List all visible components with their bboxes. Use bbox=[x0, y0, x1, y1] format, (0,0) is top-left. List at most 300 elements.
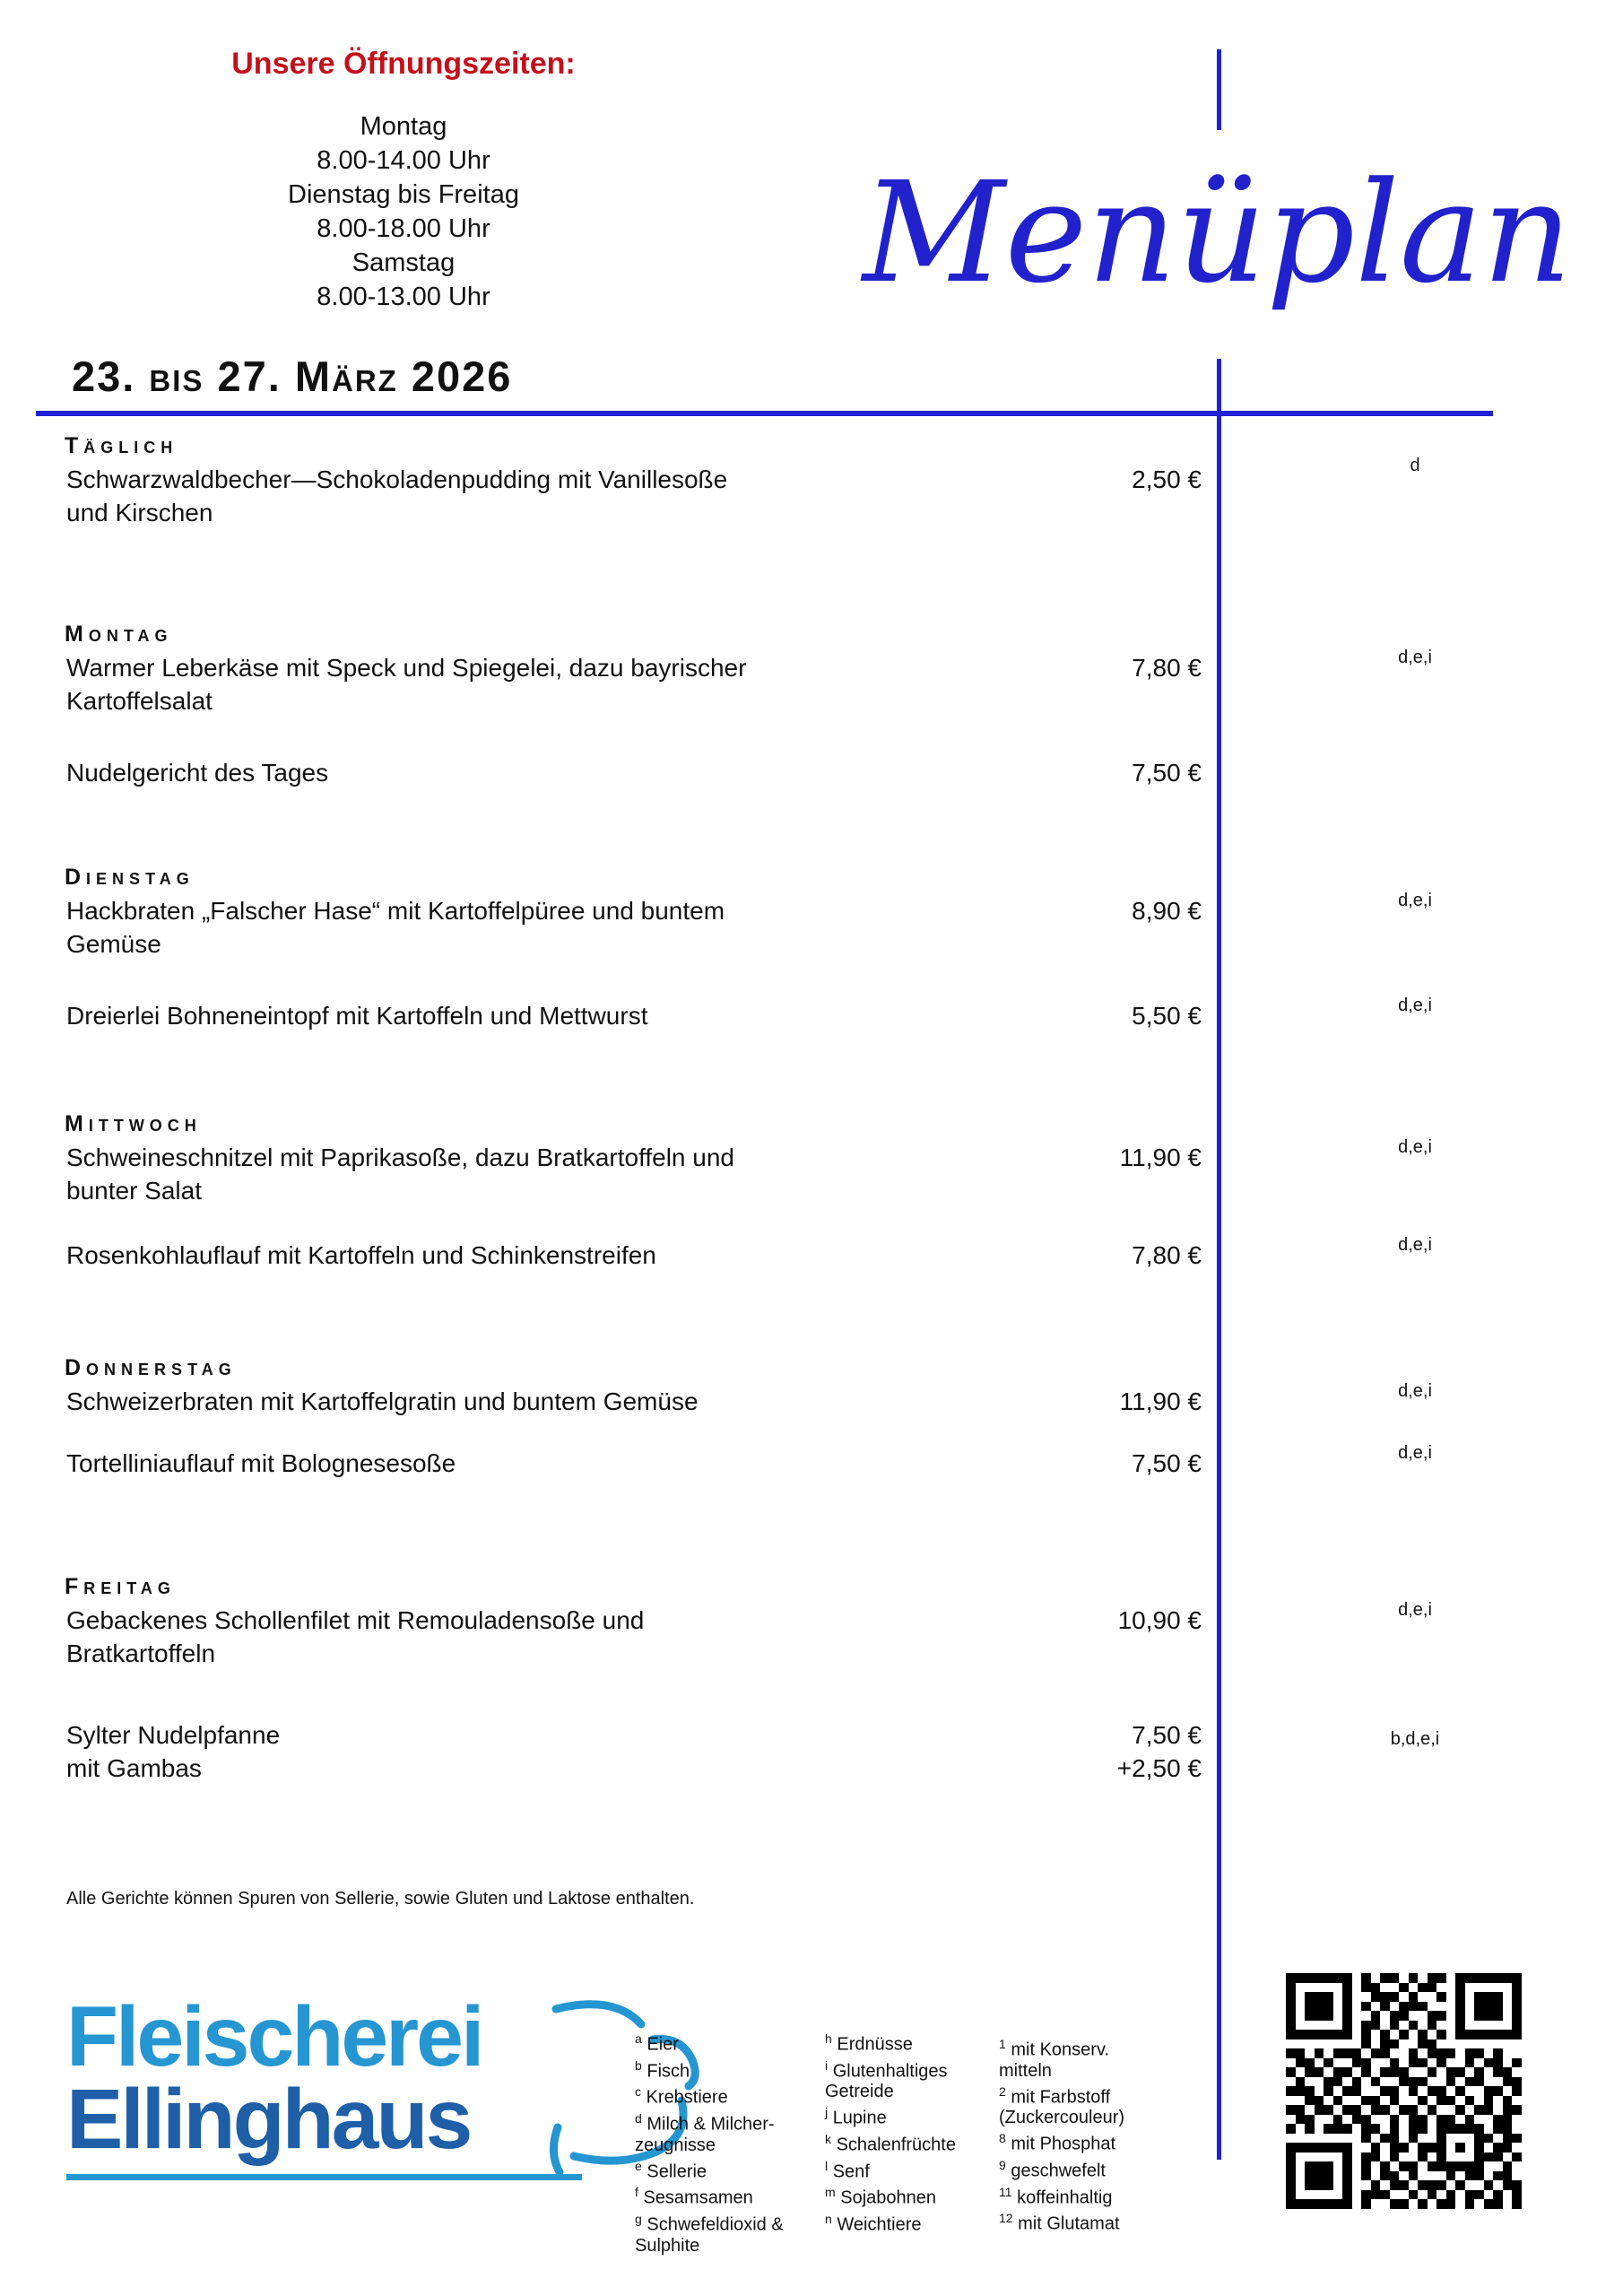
qr-module bbox=[1465, 2180, 1475, 2190]
allergen-legend-column-1 bbox=[635, 2029, 819, 2257]
menu-item-allergen-codes: d,e,i bbox=[1398, 648, 1432, 667]
qr-module bbox=[1371, 2067, 1381, 2077]
qr-module bbox=[1324, 2067, 1333, 2077]
qr-module bbox=[1465, 2067, 1475, 2077]
qr-module bbox=[1352, 2180, 1362, 2190]
legend-entry: $^d$ Milch & Milcher- bbox=[635, 2110, 775, 2135]
qr-module bbox=[1333, 1983, 1343, 1993]
menu-item-allergen-codes: b,d,e,i bbox=[1390, 1729, 1440, 1749]
qr-module bbox=[1474, 2039, 1484, 2049]
qr-module bbox=[1484, 1973, 1494, 1983]
qr-module bbox=[1474, 1983, 1484, 1993]
qr-module bbox=[1446, 1992, 1456, 2002]
qr-module bbox=[1305, 2115, 1315, 2125]
qr-module bbox=[1493, 1992, 1503, 2002]
qr-module bbox=[1342, 2086, 1352, 2096]
qr-module bbox=[1512, 2039, 1522, 2049]
qr-module bbox=[1474, 2077, 1484, 2087]
qr-module bbox=[1474, 2067, 1484, 2077]
qr-module bbox=[1286, 2152, 1296, 2162]
qr-module bbox=[1455, 2115, 1465, 2125]
qr-module bbox=[1399, 2152, 1409, 2162]
qr-module bbox=[1474, 2086, 1484, 2096]
qr-module bbox=[1512, 2115, 1522, 2125]
qr-module bbox=[1352, 2021, 1362, 2031]
qr-module bbox=[1390, 2039, 1400, 2049]
qr-module bbox=[1409, 2058, 1419, 2068]
qr-module bbox=[1436, 2067, 1446, 2077]
qr-module bbox=[1428, 2105, 1437, 2115]
qr-module bbox=[1333, 2077, 1343, 2087]
qr-module bbox=[1296, 2105, 1306, 2115]
qr-module bbox=[1418, 2067, 1428, 2077]
qr-module bbox=[1465, 2048, 1475, 2058]
qr-module bbox=[1399, 2190, 1409, 2200]
qr-module bbox=[1305, 2002, 1315, 2012]
qr-module bbox=[1418, 2190, 1428, 2200]
qr-module bbox=[1286, 2048, 1296, 2058]
qr-module bbox=[1474, 2199, 1484, 2209]
qr-module bbox=[1465, 2190, 1475, 2200]
qr-module bbox=[1324, 2180, 1333, 2190]
qr-module bbox=[1315, 2134, 1324, 2144]
qr-module bbox=[1446, 2067, 1456, 2077]
qr-module bbox=[1455, 2143, 1465, 2152]
menu-item-price bbox=[977, 894, 1202, 927]
menu-item-price bbox=[977, 1385, 1202, 1418]
legend-entry: $^n$ Weichtiere bbox=[825, 2211, 922, 2235]
qr-module bbox=[1409, 2096, 1419, 2106]
qr-module bbox=[1399, 2077, 1409, 2087]
qr-module bbox=[1428, 2180, 1437, 2190]
qr-module bbox=[1465, 2171, 1475, 2181]
qr-module bbox=[1324, 2086, 1333, 2096]
qr-module bbox=[1361, 2190, 1371, 2200]
menu-item-line: Warmer Leberkäse mit Speck und Spiegelei, dazu bayrischer bbox=[66, 654, 747, 682]
qr-module bbox=[1333, 2002, 1343, 2012]
qr-module bbox=[1455, 2096, 1465, 2106]
qr-module bbox=[1465, 1973, 1475, 1983]
qr-module bbox=[1409, 1992, 1419, 2002]
menu-item-line: Rosenkohlauflauf mit Kartoffeln und Schinkenstreifen bbox=[66, 1241, 656, 1269]
menu-item-allergen-codes: d,e,i bbox=[1398, 1443, 1432, 1463]
qr-module bbox=[1286, 2134, 1296, 2144]
day-heading-montag: Montag bbox=[65, 622, 173, 647]
qr-module bbox=[1371, 2096, 1381, 2106]
legend-entry-code: 9 bbox=[999, 2157, 1006, 2172]
qr-module bbox=[1428, 2161, 1437, 2171]
legend-entry-code: d bbox=[635, 2110, 642, 2126]
qr-module bbox=[1484, 1992, 1494, 2002]
legend-entry-code: c bbox=[635, 2084, 641, 2100]
qr-module bbox=[1390, 2190, 1400, 2200]
qr-module bbox=[1342, 1983, 1352, 1993]
legend-entry-code: n bbox=[825, 2211, 832, 2226]
qr-module bbox=[1465, 2115, 1475, 2125]
qr-module bbox=[1399, 2171, 1409, 2181]
menu-item-line: Schweizerbraten mit Kartoffelgratin und buntem Gemüse bbox=[66, 1387, 699, 1415]
qr-module bbox=[1418, 2161, 1428, 2171]
qr-module bbox=[1503, 2002, 1513, 2012]
qr-module bbox=[1455, 2048, 1465, 2058]
qr-module bbox=[1286, 2171, 1296, 2181]
qr-module bbox=[1296, 2077, 1306, 2087]
qr-module bbox=[1333, 2021, 1343, 2031]
qr-module bbox=[1493, 1973, 1503, 1983]
qr-module bbox=[1371, 2021, 1381, 2031]
qr-module bbox=[1484, 2077, 1494, 2087]
qr-module bbox=[1474, 2115, 1484, 2125]
legend-entry: $^2$ mit Farbstoff bbox=[999, 2083, 1111, 2108]
qr-module bbox=[1380, 2030, 1390, 2039]
qr-module bbox=[1324, 2152, 1333, 2162]
qr-module bbox=[1436, 2039, 1446, 2049]
qr-module bbox=[1474, 1992, 1484, 2002]
qr-module bbox=[1484, 2134, 1494, 2144]
qr-module bbox=[1446, 2152, 1456, 2162]
qr-module bbox=[1352, 2030, 1362, 2039]
opening-hours-line: 8.00-13.00 Uhr bbox=[317, 283, 490, 311]
qr-module bbox=[1361, 2161, 1371, 2171]
menu-item-allergen-codes: d,e,i bbox=[1398, 996, 1432, 1015]
qr-module bbox=[1503, 2021, 1513, 2031]
qr-module bbox=[1352, 2086, 1362, 2096]
qr-module bbox=[1436, 2115, 1446, 2125]
qr-module bbox=[1324, 2105, 1333, 2115]
qr-module bbox=[1333, 1973, 1343, 1983]
qr-module bbox=[1446, 2096, 1456, 2106]
qr-module bbox=[1493, 2134, 1503, 2144]
price-line: 7,80 € bbox=[1132, 1241, 1202, 1269]
qr-module bbox=[1352, 2077, 1362, 2087]
day-heading-mittwoch: Mittwoch bbox=[65, 1111, 202, 1136]
qr-module bbox=[1380, 2124, 1390, 2134]
menu-item-line: Gemüse bbox=[66, 930, 161, 958]
menu-item-line: Gebackenes Schollenfilet mit Remouladensoße und bbox=[66, 1606, 645, 1634]
qr-module bbox=[1446, 2002, 1456, 2012]
price-line: 11,90 € bbox=[1119, 1144, 1202, 1171]
qr-module bbox=[1436, 1992, 1446, 2002]
qr-module bbox=[1418, 2039, 1428, 2049]
qr-module bbox=[1493, 2086, 1503, 2096]
qr-module bbox=[1361, 2058, 1371, 2068]
qr-module bbox=[1305, 1992, 1315, 2002]
qr-module bbox=[1333, 2143, 1343, 2152]
qr-module bbox=[1390, 2067, 1400, 2077]
menu-item-price bbox=[977, 651, 1202, 684]
legend-entry: $^{12}$ mit Glutamat bbox=[999, 2211, 1120, 2234]
qr-module bbox=[1493, 2199, 1503, 2209]
qr-module bbox=[1361, 2124, 1371, 2134]
qr-module bbox=[1380, 2105, 1390, 2115]
qr-module bbox=[1352, 2039, 1362, 2049]
qr-module bbox=[1436, 2143, 1446, 2152]
qr-module bbox=[1446, 2030, 1456, 2039]
qr-module bbox=[1512, 1992, 1522, 2002]
qr-module bbox=[1361, 2077, 1371, 2087]
qr-module bbox=[1503, 2048, 1513, 2058]
qr-module bbox=[1436, 2077, 1446, 2087]
price-line: 7,50 € bbox=[1132, 1721, 1202, 1749]
qr-module bbox=[1399, 2161, 1409, 2171]
qr-module bbox=[1315, 2124, 1324, 2134]
qr-module bbox=[1380, 2002, 1390, 2012]
qr-module bbox=[1399, 2058, 1409, 2068]
qr-module bbox=[1409, 2180, 1419, 2190]
legend-entry-code: e bbox=[635, 2158, 642, 2173]
menu-item-price bbox=[977, 1141, 1202, 1174]
logo-word-fleischerei: Fleischerei bbox=[66, 1989, 482, 2084]
qr-module bbox=[1474, 2124, 1484, 2134]
qr-module bbox=[1428, 2134, 1437, 2144]
qr-module bbox=[1380, 2039, 1390, 2049]
qr-module bbox=[1342, 2067, 1352, 2077]
qr-module bbox=[1399, 2124, 1409, 2134]
qr-module bbox=[1399, 2115, 1409, 2125]
qr-module bbox=[1418, 2143, 1428, 2152]
qr-module bbox=[1484, 2115, 1494, 2125]
menu-item-price bbox=[977, 1718, 1202, 1785]
qr-module bbox=[1315, 2096, 1324, 2106]
qr-module bbox=[1493, 2077, 1503, 2087]
qr-module bbox=[1315, 2171, 1324, 2181]
price-line: 11,90 € bbox=[1119, 1387, 1202, 1415]
qr-module bbox=[1390, 2077, 1400, 2087]
qr-module bbox=[1512, 2067, 1522, 2077]
qr-module bbox=[1399, 1983, 1409, 1993]
opening-hours-block bbox=[126, 109, 681, 314]
legend-entry: Getreide bbox=[825, 2082, 894, 2102]
qr-module bbox=[1371, 2058, 1381, 2068]
qr-module bbox=[1333, 2058, 1343, 2068]
qr-module bbox=[1342, 2115, 1352, 2125]
qr-module bbox=[1436, 1983, 1446, 1993]
qr-module bbox=[1428, 1983, 1437, 1993]
qr-module bbox=[1493, 2096, 1503, 2106]
qr-module bbox=[1455, 2152, 1465, 2162]
legend-entry-code: j bbox=[825, 2105, 829, 2120]
qr-module bbox=[1380, 2058, 1390, 2068]
qr-module bbox=[1315, 1973, 1324, 1983]
qr-module bbox=[1324, 2021, 1333, 2031]
qr-module bbox=[1418, 2058, 1428, 2068]
qr-module bbox=[1305, 1983, 1315, 1993]
qr-module bbox=[1342, 2105, 1352, 2115]
qr-module bbox=[1493, 2067, 1503, 2077]
qr-module bbox=[1455, 1992, 1465, 2002]
qr-module bbox=[1503, 2077, 1513, 2087]
qr-module bbox=[1390, 2115, 1400, 2125]
qr-module bbox=[1428, 1992, 1437, 2002]
qr-module bbox=[1315, 1983, 1324, 1993]
qr-module bbox=[1352, 2115, 1362, 2125]
qr-module bbox=[1418, 2096, 1428, 2106]
qr-module bbox=[1503, 1983, 1513, 1993]
qr-module bbox=[1465, 2058, 1475, 2068]
qr-module bbox=[1342, 2143, 1352, 2152]
menu-item-line: Hackbraten „Falscher Hase“ mit Kartoffelpüree und buntem bbox=[66, 897, 725, 925]
qr-module bbox=[1512, 2077, 1522, 2087]
qr-module bbox=[1399, 2048, 1409, 2058]
qr-module bbox=[1503, 2143, 1513, 2152]
qr-module bbox=[1484, 2190, 1494, 2200]
qr-module bbox=[1455, 2180, 1465, 2190]
qr-module bbox=[1455, 2030, 1465, 2039]
qr-module bbox=[1418, 2171, 1428, 2181]
qr-module bbox=[1361, 1992, 1371, 2002]
menu-item-name bbox=[66, 894, 976, 961]
qr-module bbox=[1296, 1992, 1306, 2002]
qr-module bbox=[1446, 2077, 1456, 2087]
qr-module bbox=[1409, 2161, 1419, 2171]
qr-module bbox=[1474, 1973, 1484, 1983]
qr-module bbox=[1436, 1973, 1446, 1983]
legend-entry-code: k bbox=[825, 2131, 831, 2146]
allergen-note: Alle Gerichte können Spuren von Sellerie, sowie Gluten und Laktose enthalten. bbox=[66, 1889, 695, 1909]
qr-module bbox=[1342, 2021, 1352, 2031]
qr-module bbox=[1409, 2105, 1419, 2115]
menuplan-script-title: Menüplan bbox=[862, 152, 1573, 314]
qr-module bbox=[1465, 2077, 1475, 2087]
qr-module bbox=[1418, 2134, 1428, 2144]
qr-module bbox=[1371, 2152, 1381, 2162]
qr-module bbox=[1286, 1992, 1296, 2002]
qr-module bbox=[1455, 2134, 1465, 2144]
legend-entry-code: 2 bbox=[999, 2083, 1006, 2099]
qr-module bbox=[1333, 2152, 1343, 2162]
qr-module bbox=[1409, 2011, 1419, 2021]
qr-module bbox=[1315, 2039, 1324, 2049]
qr-module bbox=[1409, 2171, 1419, 2181]
qr-module bbox=[1446, 2086, 1456, 2096]
qr-module bbox=[1324, 2048, 1333, 2058]
qr-module bbox=[1390, 2152, 1400, 2162]
qr-module bbox=[1305, 2077, 1315, 2087]
qr-module bbox=[1465, 2030, 1475, 2039]
qr-module bbox=[1418, 2105, 1428, 2115]
qr-module bbox=[1315, 2021, 1324, 2031]
qr-module bbox=[1305, 2124, 1315, 2134]
qr-module bbox=[1446, 2161, 1456, 2171]
qr-module bbox=[1352, 2067, 1362, 2077]
qr-module bbox=[1484, 2002, 1494, 2012]
qr-module bbox=[1493, 2115, 1503, 2125]
qr-module bbox=[1446, 2048, 1456, 2058]
qr-module bbox=[1380, 1992, 1390, 2002]
qr-module bbox=[1371, 2002, 1381, 2012]
qr-module bbox=[1455, 1983, 1465, 1993]
qr-module bbox=[1305, 2096, 1315, 2106]
qr-module bbox=[1361, 2152, 1371, 2162]
qr-module bbox=[1446, 2134, 1456, 2144]
qr-module bbox=[1512, 2086, 1522, 2096]
qr-module bbox=[1371, 2134, 1381, 2144]
qr-module bbox=[1465, 2152, 1475, 2162]
legend-entry: $^{11}$ koffeinhaltig bbox=[999, 2184, 1113, 2208]
qr-module bbox=[1428, 2096, 1437, 2106]
qr-module bbox=[1428, 2030, 1437, 2039]
qr-module bbox=[1465, 2002, 1475, 2012]
qr-module bbox=[1324, 1983, 1333, 1993]
qr-module bbox=[1493, 2011, 1503, 2021]
qr-module bbox=[1371, 2124, 1381, 2134]
qr-module bbox=[1324, 2077, 1333, 2087]
qr-module bbox=[1503, 2124, 1513, 2134]
qr-module bbox=[1409, 1973, 1419, 1983]
qr-module bbox=[1512, 2011, 1522, 2021]
qr-module bbox=[1465, 1992, 1475, 2002]
qr-module bbox=[1315, 2190, 1324, 2200]
legend-entry: $^j$ Lupine bbox=[825, 2105, 887, 2128]
qr-module bbox=[1361, 2021, 1371, 2031]
qr-module bbox=[1436, 2030, 1446, 2039]
qr-module bbox=[1512, 2096, 1522, 2106]
qr-module bbox=[1418, 2199, 1428, 2209]
qr-module bbox=[1465, 2021, 1475, 2031]
price-line: +2,50 € bbox=[1116, 1754, 1202, 1782]
qr-module bbox=[1371, 2048, 1381, 2058]
menu-item-price bbox=[977, 1604, 1202, 1637]
qr-module bbox=[1484, 2143, 1494, 2152]
qr-module bbox=[1390, 2171, 1400, 2181]
qr-module bbox=[1286, 2030, 1296, 2039]
logo-word-ellinghaus: Ellinghaus bbox=[66, 2072, 471, 2167]
legend-entry: $^9$ geschwefelt bbox=[999, 2157, 1106, 2181]
qr-module bbox=[1409, 2124, 1419, 2134]
price-line: 7,80 € bbox=[1132, 654, 1202, 682]
qr-module bbox=[1484, 2199, 1494, 2209]
qr-module bbox=[1352, 1973, 1362, 1983]
qr-module bbox=[1324, 2171, 1333, 2181]
qr-module bbox=[1333, 2199, 1343, 2209]
legend-entry-code: 8 bbox=[999, 2131, 1006, 2146]
qr-module bbox=[1455, 2077, 1465, 2087]
qr-module bbox=[1286, 2058, 1296, 2068]
qr-module bbox=[1390, 2124, 1400, 2134]
qr-module bbox=[1484, 2021, 1494, 2031]
qr-module bbox=[1371, 2039, 1381, 2049]
qr-module bbox=[1296, 2058, 1306, 2068]
qr-module bbox=[1371, 2143, 1381, 2152]
qr-module bbox=[1465, 1983, 1475, 1993]
menu-item-price bbox=[977, 756, 1202, 789]
qr-module bbox=[1371, 2161, 1381, 2171]
qr-module bbox=[1399, 2143, 1409, 2152]
qr-module bbox=[1418, 2048, 1428, 2058]
qr-module bbox=[1333, 2105, 1343, 2115]
price-line: 2,50 € bbox=[1132, 465, 1202, 493]
qr-module bbox=[1315, 1992, 1324, 2002]
qr-module bbox=[1503, 2039, 1513, 2049]
qr-module bbox=[1305, 2171, 1315, 2181]
qr-module bbox=[1352, 2048, 1362, 2058]
qr-module bbox=[1286, 1973, 1296, 1983]
qr-module bbox=[1446, 2124, 1456, 2134]
qr-module bbox=[1315, 2115, 1324, 2125]
qr-module bbox=[1493, 2105, 1503, 2115]
qr-module bbox=[1390, 2058, 1400, 2068]
qr-module bbox=[1333, 2115, 1343, 2125]
qr-module bbox=[1342, 2096, 1352, 2106]
qr-module bbox=[1342, 2161, 1352, 2171]
qr-module bbox=[1493, 1983, 1503, 1993]
qr-module bbox=[1305, 1973, 1315, 1983]
qr-module bbox=[1333, 2161, 1343, 2171]
legend-entry-code: m bbox=[825, 2185, 836, 2200]
qr-module bbox=[1380, 1983, 1390, 1993]
price-line: 5,50 € bbox=[1132, 1002, 1202, 1030]
qr-module bbox=[1324, 2096, 1333, 2106]
